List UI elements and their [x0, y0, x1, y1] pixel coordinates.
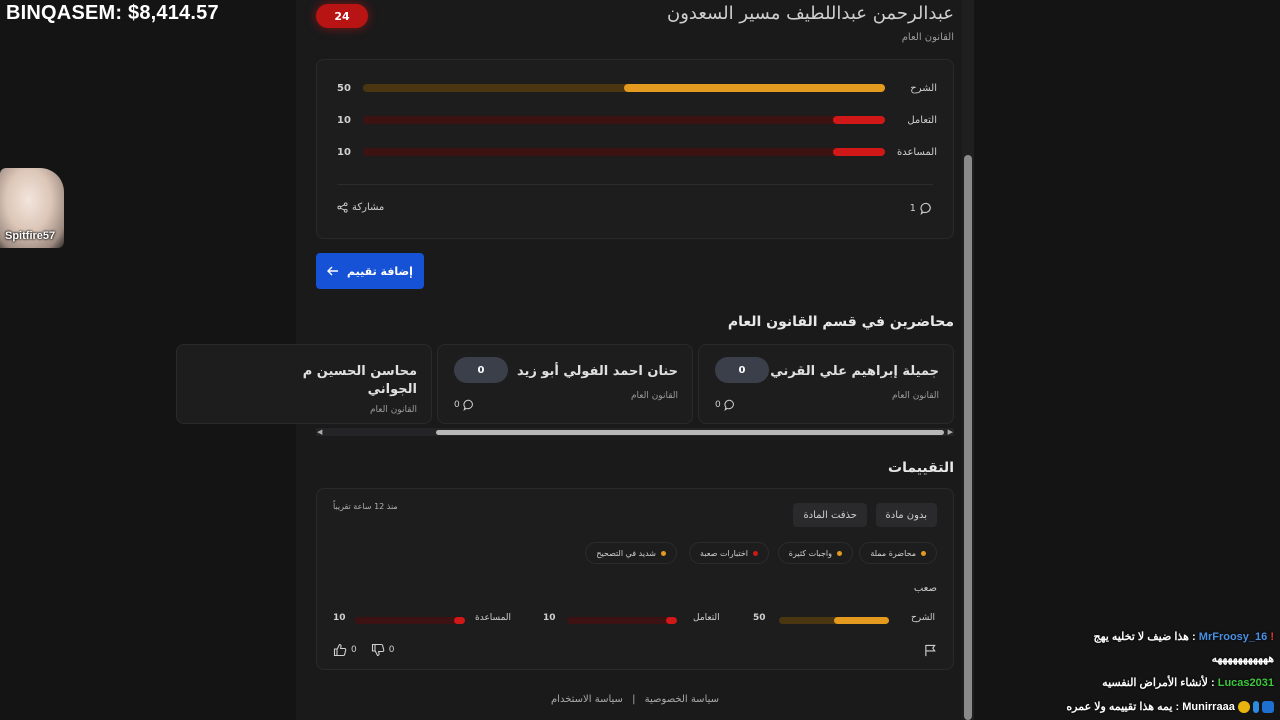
lecturer-comments-count: 0 — [454, 400, 460, 410]
stream-chat — [1028, 626, 1280, 720]
review-stat-label: المساعدة — [475, 613, 512, 623]
stat-bar — [363, 116, 885, 124]
share-button[interactable] — [337, 202, 384, 213]
chat-username: MrFroosy_16 — [1198, 631, 1268, 643]
chip-dot-icon — [837, 551, 842, 556]
stat-row-dealing — [337, 113, 937, 127]
review-stats — [317, 613, 955, 627]
share-icon — [337, 202, 348, 213]
chat-username: Munirraaa — [1182, 701, 1235, 713]
thumbs-up-icon — [333, 643, 347, 657]
review-chip — [689, 542, 769, 564]
chip-dot-icon — [661, 551, 666, 556]
lecturer-name: حنان احمد الفولي أبو زيد — [516, 364, 678, 379]
dropped-tag: حذفت المادة — [793, 503, 867, 527]
stat-value: 10 — [337, 146, 351, 158]
review-stat-bar-fill — [666, 617, 677, 624]
review-stat-bar-fill — [834, 617, 889, 624]
footer-separator: | — [632, 694, 636, 705]
likes-count: 0 — [351, 645, 357, 655]
page-scrollbar-thumb[interactable] — [964, 155, 972, 720]
review-time: منذ 12 ساعة تقريباً — [333, 502, 398, 511]
chip-label: محاضرة مملة — [870, 548, 916, 558]
comments-button[interactable] — [910, 202, 933, 215]
lecturer-name: جميلة إبراهيم علي القرني — [770, 364, 939, 379]
professor-name: عبدالرحمن عبداللطيف مسير السعدون — [667, 3, 954, 24]
arrow-left-icon — [327, 266, 339, 276]
comment-icon — [724, 399, 736, 411]
review-stat-bar-fill — [454, 617, 465, 624]
webcam-name: Spitfire57 — [5, 230, 56, 242]
footer — [296, 694, 974, 705]
stat-value: 50 — [337, 82, 351, 94]
share-label: مشاركة — [352, 202, 385, 213]
chat-text: يمه هذا تقييمه ولا عمره : — [1066, 701, 1180, 713]
reviews-section-title: التقييمات — [888, 460, 954, 476]
review-votes — [333, 643, 394, 657]
chip-dot-icon — [753, 551, 758, 556]
review-stat-value: 50 — [753, 613, 766, 623]
professor-department: القانون العام — [901, 32, 954, 43]
stat-row-help — [337, 145, 937, 159]
lecturer-department: القانون العام — [630, 391, 678, 401]
flag-icon[interactable] — [924, 644, 937, 657]
review-text: صعب — [913, 583, 937, 594]
chat-username: Lucas2031 — [1217, 677, 1274, 689]
main-content — [296, 0, 974, 720]
review-card — [316, 488, 954, 670]
lecturer-comments — [715, 399, 736, 411]
lecturer-score-badge: 0 — [454, 357, 508, 383]
lecturers-carousel[interactable] — [302, 342, 954, 426]
stat-row-explanation — [337, 81, 937, 95]
page-scrollbar[interactable] — [962, 0, 974, 720]
review-stat-bar — [567, 617, 677, 624]
add-review-button[interactable] — [316, 253, 424, 289]
chip-dot-icon — [921, 551, 926, 556]
add-review-label: إضافة تقييم — [347, 264, 413, 278]
review-stat-bar — [355, 617, 465, 624]
dislikes-count: 0 — [388, 645, 395, 655]
stats-card — [316, 59, 954, 239]
scroll-right-arrow-icon[interactable]: ▶ — [947, 428, 953, 436]
chat-badge-icon — [1262, 701, 1274, 713]
review-stat-value: 10 — [543, 613, 556, 623]
comments-count: 1 — [909, 203, 916, 214]
stat-bar-fill — [624, 84, 885, 92]
like-button[interactable] — [333, 643, 357, 657]
chip-label: شديد في التصحيح — [596, 548, 656, 558]
thumbs-down-icon — [371, 643, 385, 657]
terms-link[interactable]: سياسة الاستخدام — [550, 694, 623, 705]
review-chip — [859, 542, 937, 564]
scroll-left-arrow-icon[interactable]: ◀ — [317, 428, 323, 436]
chip-label: اختبارات صعبة — [700, 548, 748, 558]
chat-message — [1094, 630, 1274, 643]
carousel-scrollbar[interactable] — [316, 428, 954, 436]
chat-message-continuation: هههههههههههه — [1211, 653, 1274, 665]
lecturer-comments — [454, 399, 475, 411]
divider — [337, 184, 933, 185]
professor-score-badge: 24 — [316, 4, 368, 28]
lecturer-name: محاسن الحسين م الجواني — [302, 364, 417, 397]
dislike-button[interactable] — [371, 643, 395, 657]
review-stat-label: الشرح — [910, 613, 935, 623]
stat-value: 10 — [337, 114, 351, 126]
lecturer-department: القانون العام — [891, 391, 939, 401]
stat-label: التعامل — [907, 114, 937, 126]
lecturer-comments-count: 0 — [715, 400, 721, 410]
lecturers-section-title: محاضرين في قسم القانون العام — [727, 314, 954, 330]
stat-bar-fill — [833, 116, 885, 124]
chat-badge-icon: ! — [1270, 631, 1274, 643]
chat-message — [1066, 700, 1274, 713]
chat-text: هذا ضيف لا تخليه يهج : — [1093, 631, 1196, 643]
lecturer-card[interactable] — [176, 344, 432, 424]
chat-badge-icon — [1253, 701, 1259, 713]
lecturer-card[interactable] — [698, 344, 954, 424]
course-tag: بدون مادة — [876, 503, 937, 527]
review-stat-bar — [779, 617, 889, 624]
stat-label: المساعدة — [896, 146, 937, 158]
comment-icon — [463, 399, 475, 411]
lecturer-score-badge: 0 — [715, 357, 769, 383]
stat-bar — [363, 84, 885, 92]
lecturer-card[interactable] — [437, 344, 693, 424]
lecturer-department: القانون العام — [369, 405, 417, 415]
chat-message — [1102, 676, 1274, 689]
review-stat-label: التعامل — [693, 613, 720, 623]
chat-badge-icon — [1238, 701, 1250, 713]
carousel-scrollbar-thumb[interactable] — [436, 430, 944, 435]
chat-text: لأنشاء الأمراض النفسيه : — [1102, 677, 1215, 689]
stat-bar-fill — [833, 148, 885, 156]
review-chip — [585, 542, 677, 564]
donation-banner: BINQASEM: $8,414.57 — [6, 2, 219, 24]
review-chip — [778, 542, 853, 564]
chip-label: واجبات كثيرة — [788, 548, 832, 558]
stat-bar — [363, 148, 885, 156]
comment-icon — [920, 202, 933, 215]
privacy-link[interactable]: سياسة الخصوصية — [644, 694, 720, 705]
stat-label: الشرح — [910, 82, 937, 94]
review-stat-value: 10 — [333, 613, 346, 623]
